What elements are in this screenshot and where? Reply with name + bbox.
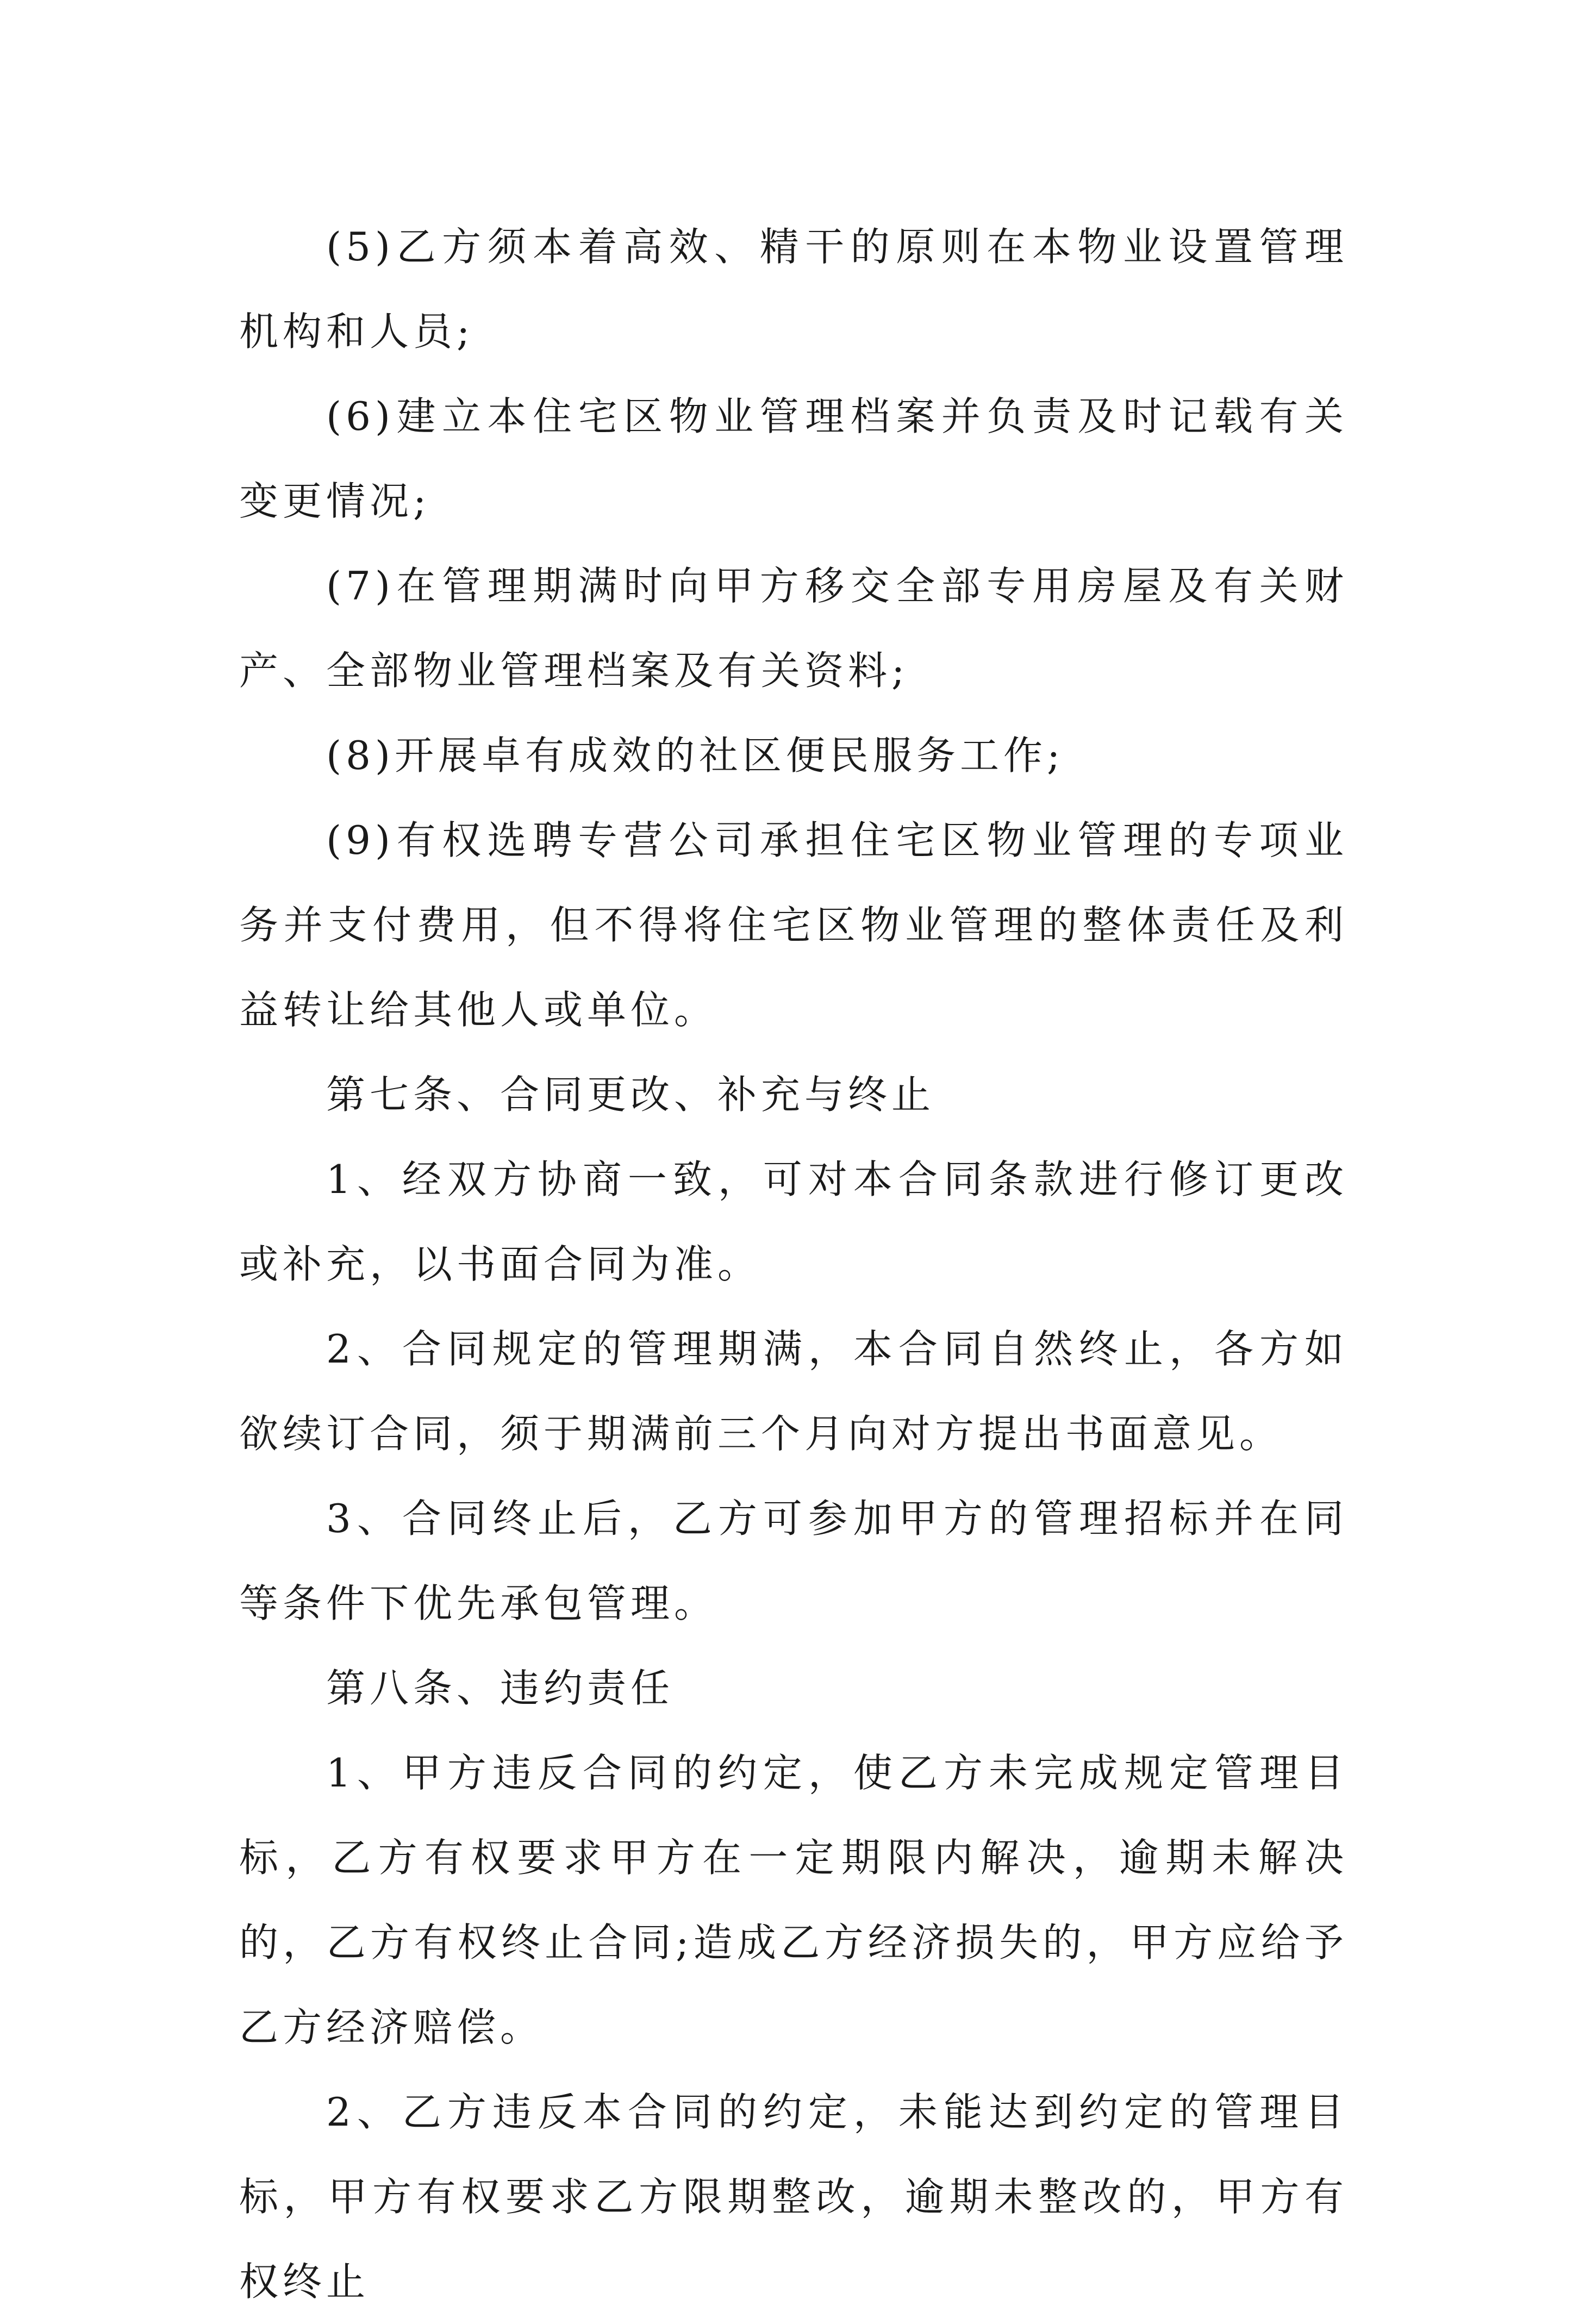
paragraph-item-8: (8)开展卓有成效的社区便民服务工作; — [326, 733, 1065, 778]
article-8-heading: 第八条、违约责任 — [326, 1665, 675, 1711]
article-8-clause-1: 1、甲方违反合同的约定，使乙方未完成规定管理目标，乙方有权要求甲方在一定期限内解决，逾期未解决的，乙方有权终止合同;造成乙方经济损失的，甲方应给予乙方经济赔偿。 — [239, 1750, 1348, 2050]
paragraph-item-9: (9)有权选聘专营公司承担住宅区物业管理的专项业务并支付费用，但不得将住宅区物业管理的整体责任及利益转让给其他人或单位。 — [239, 817, 1348, 1033]
paragraph-item-6: (6)建立本住宅区物业管理档案并负责及时记载有关变更情况; — [239, 393, 1348, 524]
article-7-heading: 第七条、合同更改、补充与终止 — [326, 1072, 935, 1117]
paragraph-item-7: (7)在管理期满时向甲方移交全部专用房屋及有关财产、全部物业管理档案及有关资料; — [239, 563, 1348, 694]
article-7-clause-1: 1、经双方协商一致，可对本合同条款进行修订更改或补充，以书面合同为准。 — [239, 1157, 1348, 1287]
document-body — [239, 204, 1348, 2324]
article-8-clause-2: 2、乙方违反本合同的约定，未能达到约定的管理目标，甲方有权要求乙方限期整改，逾期未整改的，甲方有权终止 — [239, 2089, 1348, 2304]
article-7-clause-2: 2、合同规定的管理期满，本合同自然终止，各方如欲续订合同，须于期满前三个月向对方提出书面意见。 — [239, 1326, 1348, 1457]
article-7-clause-3: 3、合同终止后，乙方可参加甲方的管理招标并在同等条件下优先承包管理。 — [239, 1496, 1348, 1626]
paragraph-item-5: (5)乙方须本着高效、精干的原则在本物业设置管理机构和人员; — [239, 224, 1348, 354]
